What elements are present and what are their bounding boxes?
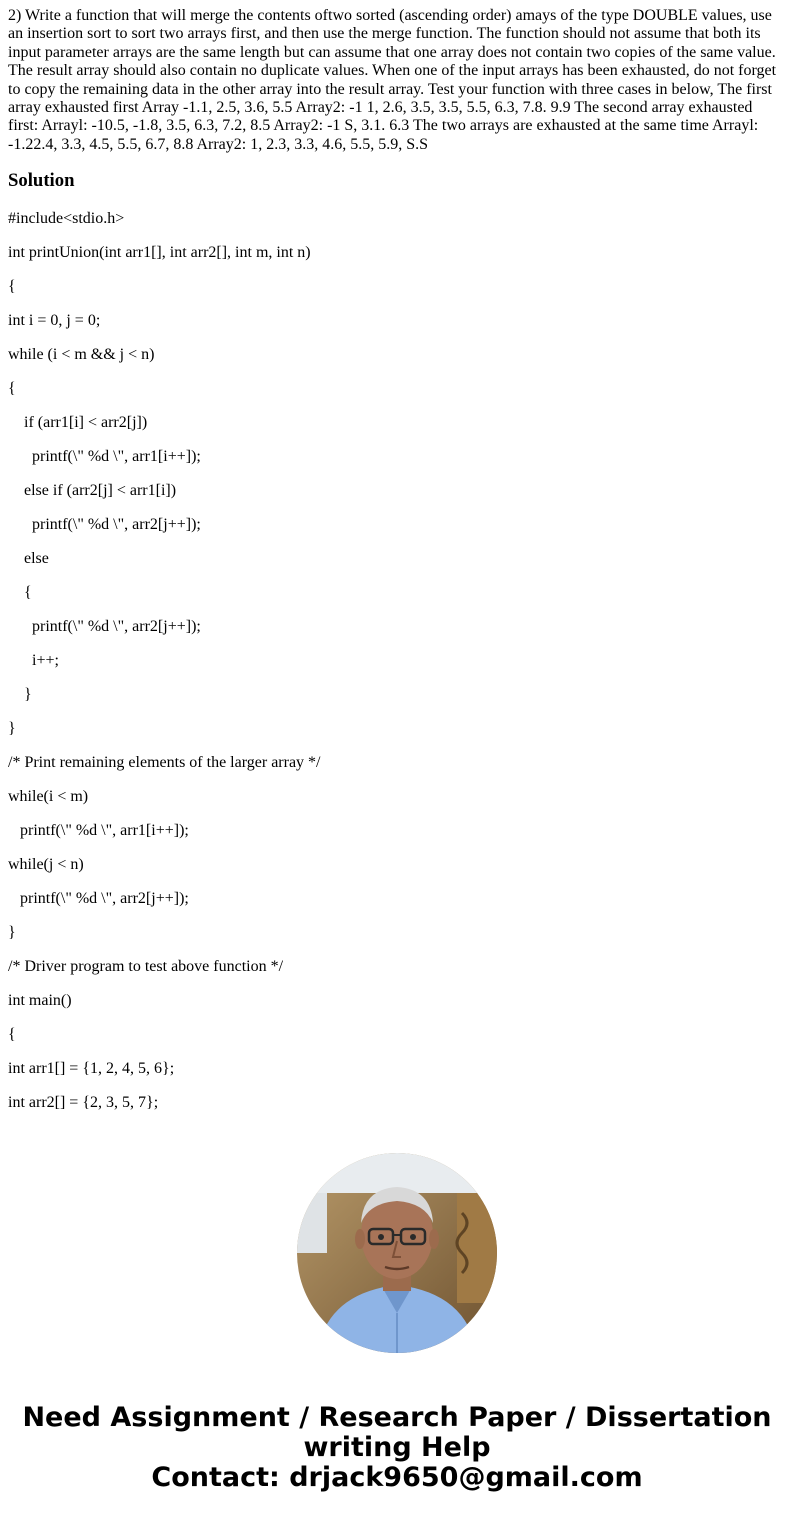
- code-line: printf(\" %d \", arr2[j++]);: [8, 618, 201, 635]
- code-line: int arr2[] = {2, 3, 5, 7};: [8, 1094, 159, 1111]
- banner-line-2: writing Help: [303, 1432, 491, 1463]
- code-line: int main(): [8, 992, 72, 1009]
- banner-line-1: Need Assignment / Research Paper / Dissertation: [22, 1402, 772, 1433]
- code-line: /* Print remaining elements of the larger array */: [8, 754, 321, 771]
- code-line: else: [8, 550, 49, 567]
- code-line: while(i < m): [8, 788, 89, 805]
- code-line: }: [8, 720, 16, 737]
- code-line: {: [8, 584, 32, 601]
- code-line: {: [8, 380, 16, 397]
- solution-code: [8, 210, 786, 1128]
- contact-banner: [0, 1403, 794, 1493]
- solution-heading: Solution: [8, 170, 75, 191]
- code-line: i++;: [8, 652, 59, 669]
- code-line: }: [8, 686, 32, 703]
- author-avatar: [297, 1153, 497, 1353]
- code-line: printf(\" %d \", arr2[j++]);: [8, 890, 189, 907]
- code-line: {: [8, 278, 16, 295]
- author-photo-icon: [297, 1153, 497, 1353]
- code-line: /* Driver program to test above function */: [8, 958, 284, 975]
- code-line: printf(\" %d \", arr1[i++]);: [8, 448, 201, 465]
- question-text: 2) Write a function that will merge the contents oftwo sorted (ascending order) amays of the type DOUBLE values, use an insertion sort to sort two arrays first, and then use the merge function. The function should not assume that both its input parameter arrays are the same length but can assume that one array does not contain two copies of the same value. The result array should also contain no duplicate values. When one of the input arrays has been exhausted, do not forget to copy the remaining data in the other array into the result array. Test your function with three cases in below, The first array exhausted first Array -1.1, 2.5, 3.6, 5.5 Array2: -1 1, 2.6, 3.5, 3.5, 5.5, 6.3, 7.8. 9.9 The second array exhausted first: Arrayl: -10.5, -1.8, 3.5, 6.3, 7.2, 8.5 Array2: -1 S, 3.1. 6.3 The two arrays are exhausted at the same time Arrayl: -1.22.4, 3.3, 4.5, 5.5, 6.7, 8.8 Array2: 1, 2.3, 3.3, 4.6, 5.5, 5.9, S.S: [8, 7, 777, 153]
- code-line: printf(\" %d \", arr1[i++]);: [8, 822, 189, 839]
- code-line: }: [8, 924, 16, 941]
- code-line: #include<stdio.h>: [8, 210, 125, 227]
- code-line: {: [8, 1026, 16, 1043]
- banner-contact: Contact: drjack9650@gmail.com: [151, 1462, 643, 1493]
- code-line: while(j < n): [8, 856, 84, 873]
- code-line: if (arr1[i] < arr2[j]): [8, 414, 148, 431]
- code-line: int printUnion(int arr1[], int arr2[], int m, int n): [8, 244, 311, 261]
- code-line: int arr1[] = {1, 2, 4, 5, 6};: [8, 1060, 175, 1077]
- code-line: else if (arr2[j] < arr1[i]): [8, 482, 177, 499]
- code-line: printf(\" %d \", arr2[j++]);: [8, 516, 201, 533]
- code-line: int i = 0, j = 0;: [8, 312, 101, 329]
- code-line: while (i < m && j < n): [8, 346, 155, 363]
